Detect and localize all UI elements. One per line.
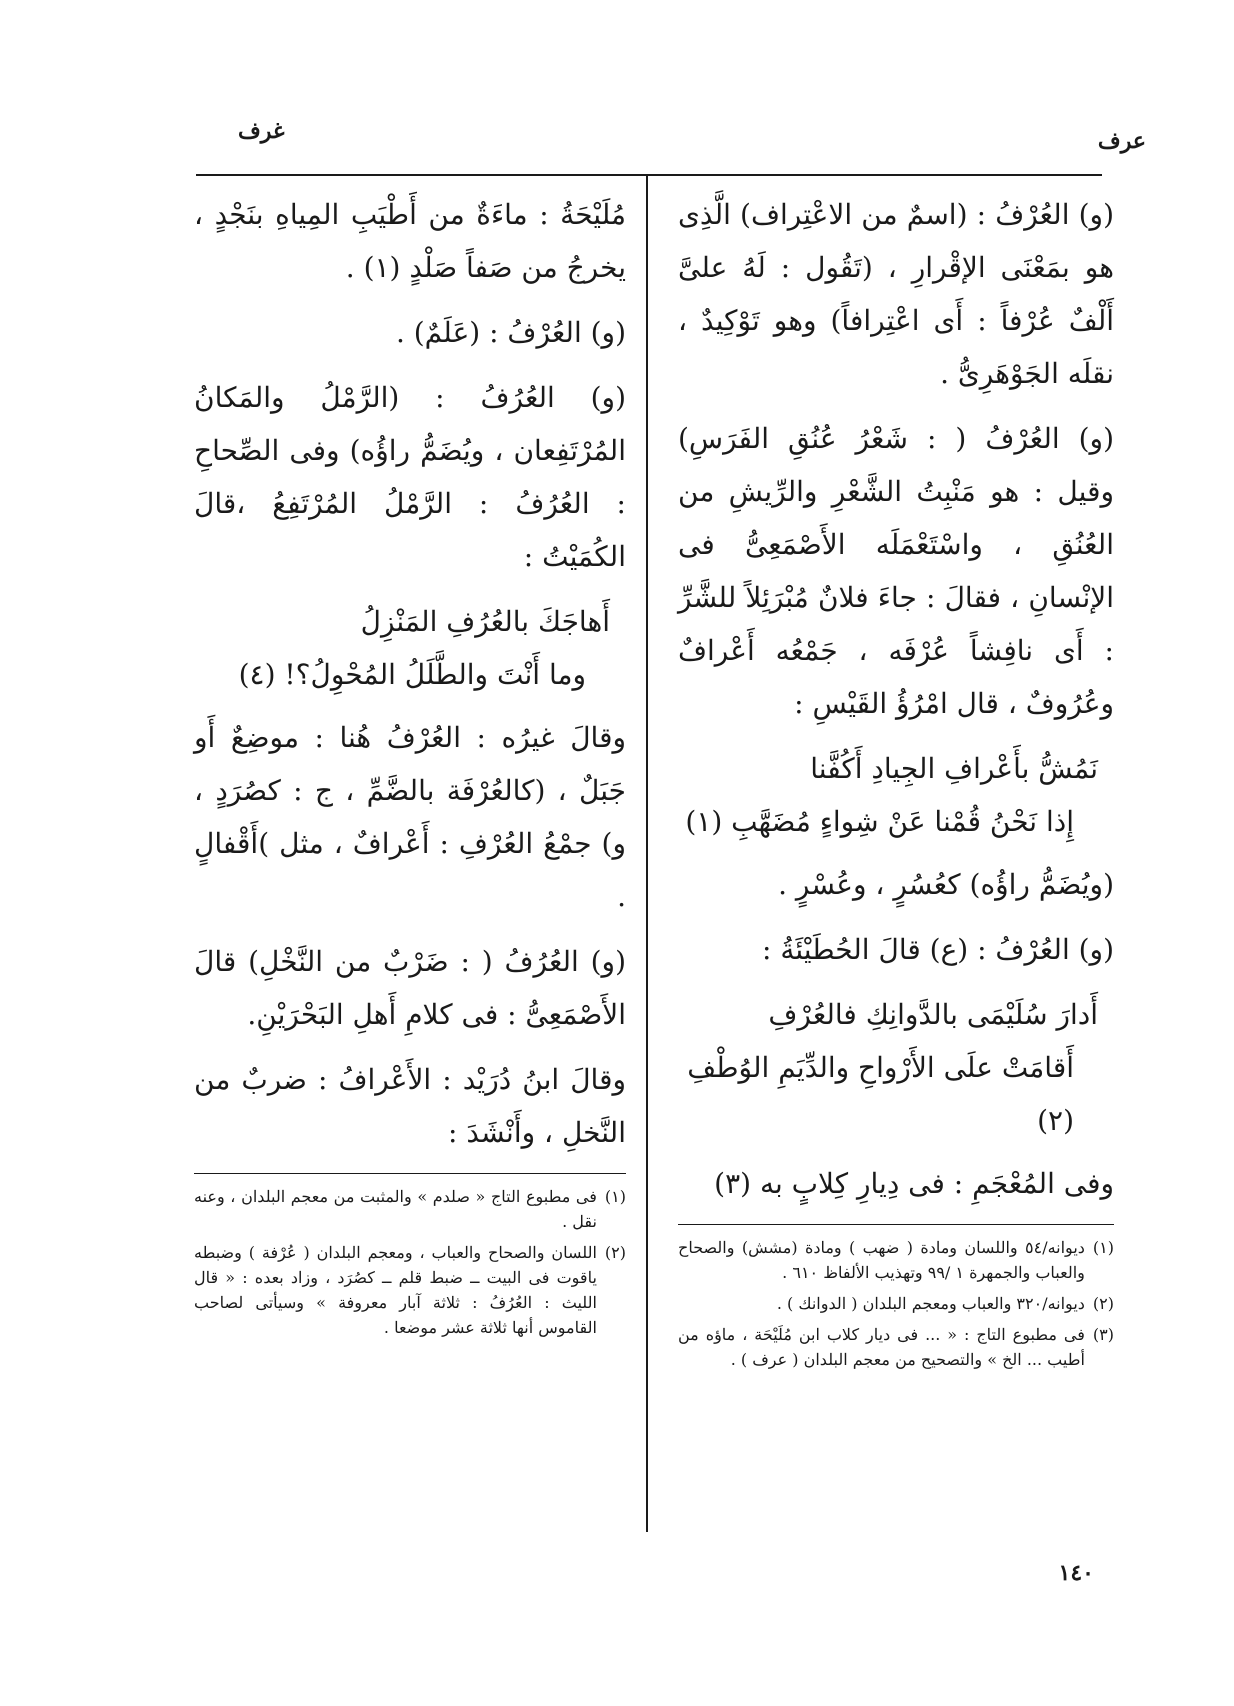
verse-line: أَدارَ سُلَيْمَى بالدَّوانِكِ فالعُرْفِ [768,998,1098,1031]
verse [678,742,1114,848]
entry-paragraph: (و) العُرْفُ : (اسمٌ من الاعْتِراف) الَّذِى هو بمَعْنَى الإقْرارِ ، (تَقُول : لَهُ علىَّ أَلْفٌ عُرْفاً : أَى اعْتِرافاً) وهو تَوْكِيدٌ ، نقلَه الجَوْهَرِىُّ . [678,198,1114,390]
verse-line: أَقامَتْ علَى الأَرْواحِ والدِّيَمِ الوُطْفِ (٢) [687,1051,1074,1137]
entry-paragraph: (و) العُرُفُ ( : ضَرْبٌ من النَّخْلِ) قالَ الأَصْمَعِىُّ : فى كلامِ أَهلِ البَحْرَيْنِ. [194,945,626,1031]
verse [194,595,626,701]
column-divider [646,176,648,1532]
footnote-number: (١) [604,1187,626,1206]
footnote-number: (١) [1092,1238,1114,1257]
entry-paragraph: وقالَ غيرُه : العُرْفُ هُنا : موضِعٌ أَو جَبَلٌ ، (كالعُرْفَة بالضَّمِّ ، ج : كصُرَدٍ ، و) جمْعُ العُرْفِ : أَعْرافٌ ، مثل )أَقْفالٍ . [194,721,626,913]
verse-line: أَهاجَكَ بالعُرُفِ المَنْزِلُ [360,605,610,638]
footnote-text: اللسان والصحاح والعباب ، ومعجم البلدان ( عُرْفة ) وضبطه ياقوت فى البيت ــ ضبط قلم ــ كصُرَد ، وزاد بعده : « قال الليث : العُرُفُ : ثلاثة آبار معروفة » وسيأتى لصاحب القاموس أنها ثلاثة عشر موضعا . [194,1243,597,1337]
verse-line: نَمُشُّ بأَعْرافِ الجِيادِ أَكُفَّنا [810,752,1098,785]
entry-paragraph: وقالَ ابنُ دُرَيْد : الأَعْرافُ : ضربٌ من النَّخلِ ، وأَنْشَدَ : [194,1063,626,1149]
footnotes-left [194,1184,626,1340]
footnote-number: (٢) [1092,1294,1114,1313]
footnote-rule [678,1224,1114,1225]
verse-line: وما أَنْتَ والطَّلَلُ المُحْوِلُ؟! (٤) [238,658,586,691]
footnote [678,1291,1114,1316]
verse [678,988,1114,1147]
footnotes-right [678,1235,1114,1372]
footnote-rule [194,1173,626,1174]
left-column [194,188,626,1346]
footnote [194,1240,626,1340]
entry-paragraph: وفى المُعْجَمِ : فى دِيارِ كِلابٍ به (٣) [714,1167,1114,1200]
page-number: ١٤٠ [1058,1560,1094,1586]
footnote-text: ديوانه/٣٢٠ والعباب ومعجم البلدان ( الدوانك ) . [776,1294,1085,1313]
entry-paragraph: (و) العُرْفُ : (عَلَمٌ) . [395,316,626,349]
entry-paragraph: (و) العُرْفُ : (ع) قالَ الحُطَيْئَةُ : [761,933,1114,966]
footnote-text: فى مطبوع التاج : « ... فى ديار كلاب ابن مُلَيْحَة ، ماؤه من أطيب ... الخ » والتصحيح من معجم البلدان ( عرف ) . [678,1325,1085,1369]
footnote-number: (٣) [1092,1325,1114,1344]
footnote [194,1184,626,1234]
footnote [678,1235,1114,1285]
entry-paragraph: مُلَيْحَةُ : ماءَةٌ من أَطْيَبِ المِياهِ بنَجْدٍ ، يخرجُ من صَفاً صَلْدٍ (١) . [194,198,626,284]
verse-line: إِذا نَحْنُ قُمْنا عَنْ شِواءٍ مُضَهَّبِ (١) [685,805,1074,838]
entry-paragraph: (و) العُرُفُ : (الرَّمْلُ والمَكانُ المُرْتَفِعان ، ويُضَمُّ راؤُه) وفى الصِّحاحِ : العُرُفُ : الرَّمْلُ المُرْتَفِعُ ،قالَ الكُمَيْتُ : [194,381,626,573]
footnote [678,1322,1114,1372]
entry-paragraph: (ويُضَمُّ راؤُه) كعُسُرٍ ، وعُسْرٍ . [778,868,1114,901]
right-column [678,188,1114,1378]
footnote-text: ديوانه/٥٤ واللسان ومادة ( ضهب ) ومادة (مشش) والصحاح والعباب والجمهرة ١ /٩٩ وتهذيب الألفاظ ٦١٠ . [678,1238,1085,1282]
header-rule [196,174,1102,176]
footnote-text: فى مطبوع التاج « صلدم » والمثبت من معجم البلدان ، وعنه نقل . [194,1187,597,1231]
running-head-left: غرف [238,118,285,144]
entry-paragraph: (و) العُرْفُ ( : شَعْرُ عُنُقِ الفَرَسِ) وقيل : هو مَنْبِتُ الشَّعْرِ والرِّيشِ من العُنُقِ ، واسْتَعْمَلَه الأَصْمَعِىُّ فى الإنْسانِ ، فقالَ : جاءَ فلانٌ مُبْرَئِلاً للشَّرِّ : أَى نافِشاً عُرْفَه ، جَمْعُه أَعْرافٌ وعُرُوفٌ ، قال امْرُؤُ القَيْسِ : [678,422,1114,720]
footnote-number: (٢) [604,1243,626,1262]
running-head-right: عرف [1097,128,1146,154]
